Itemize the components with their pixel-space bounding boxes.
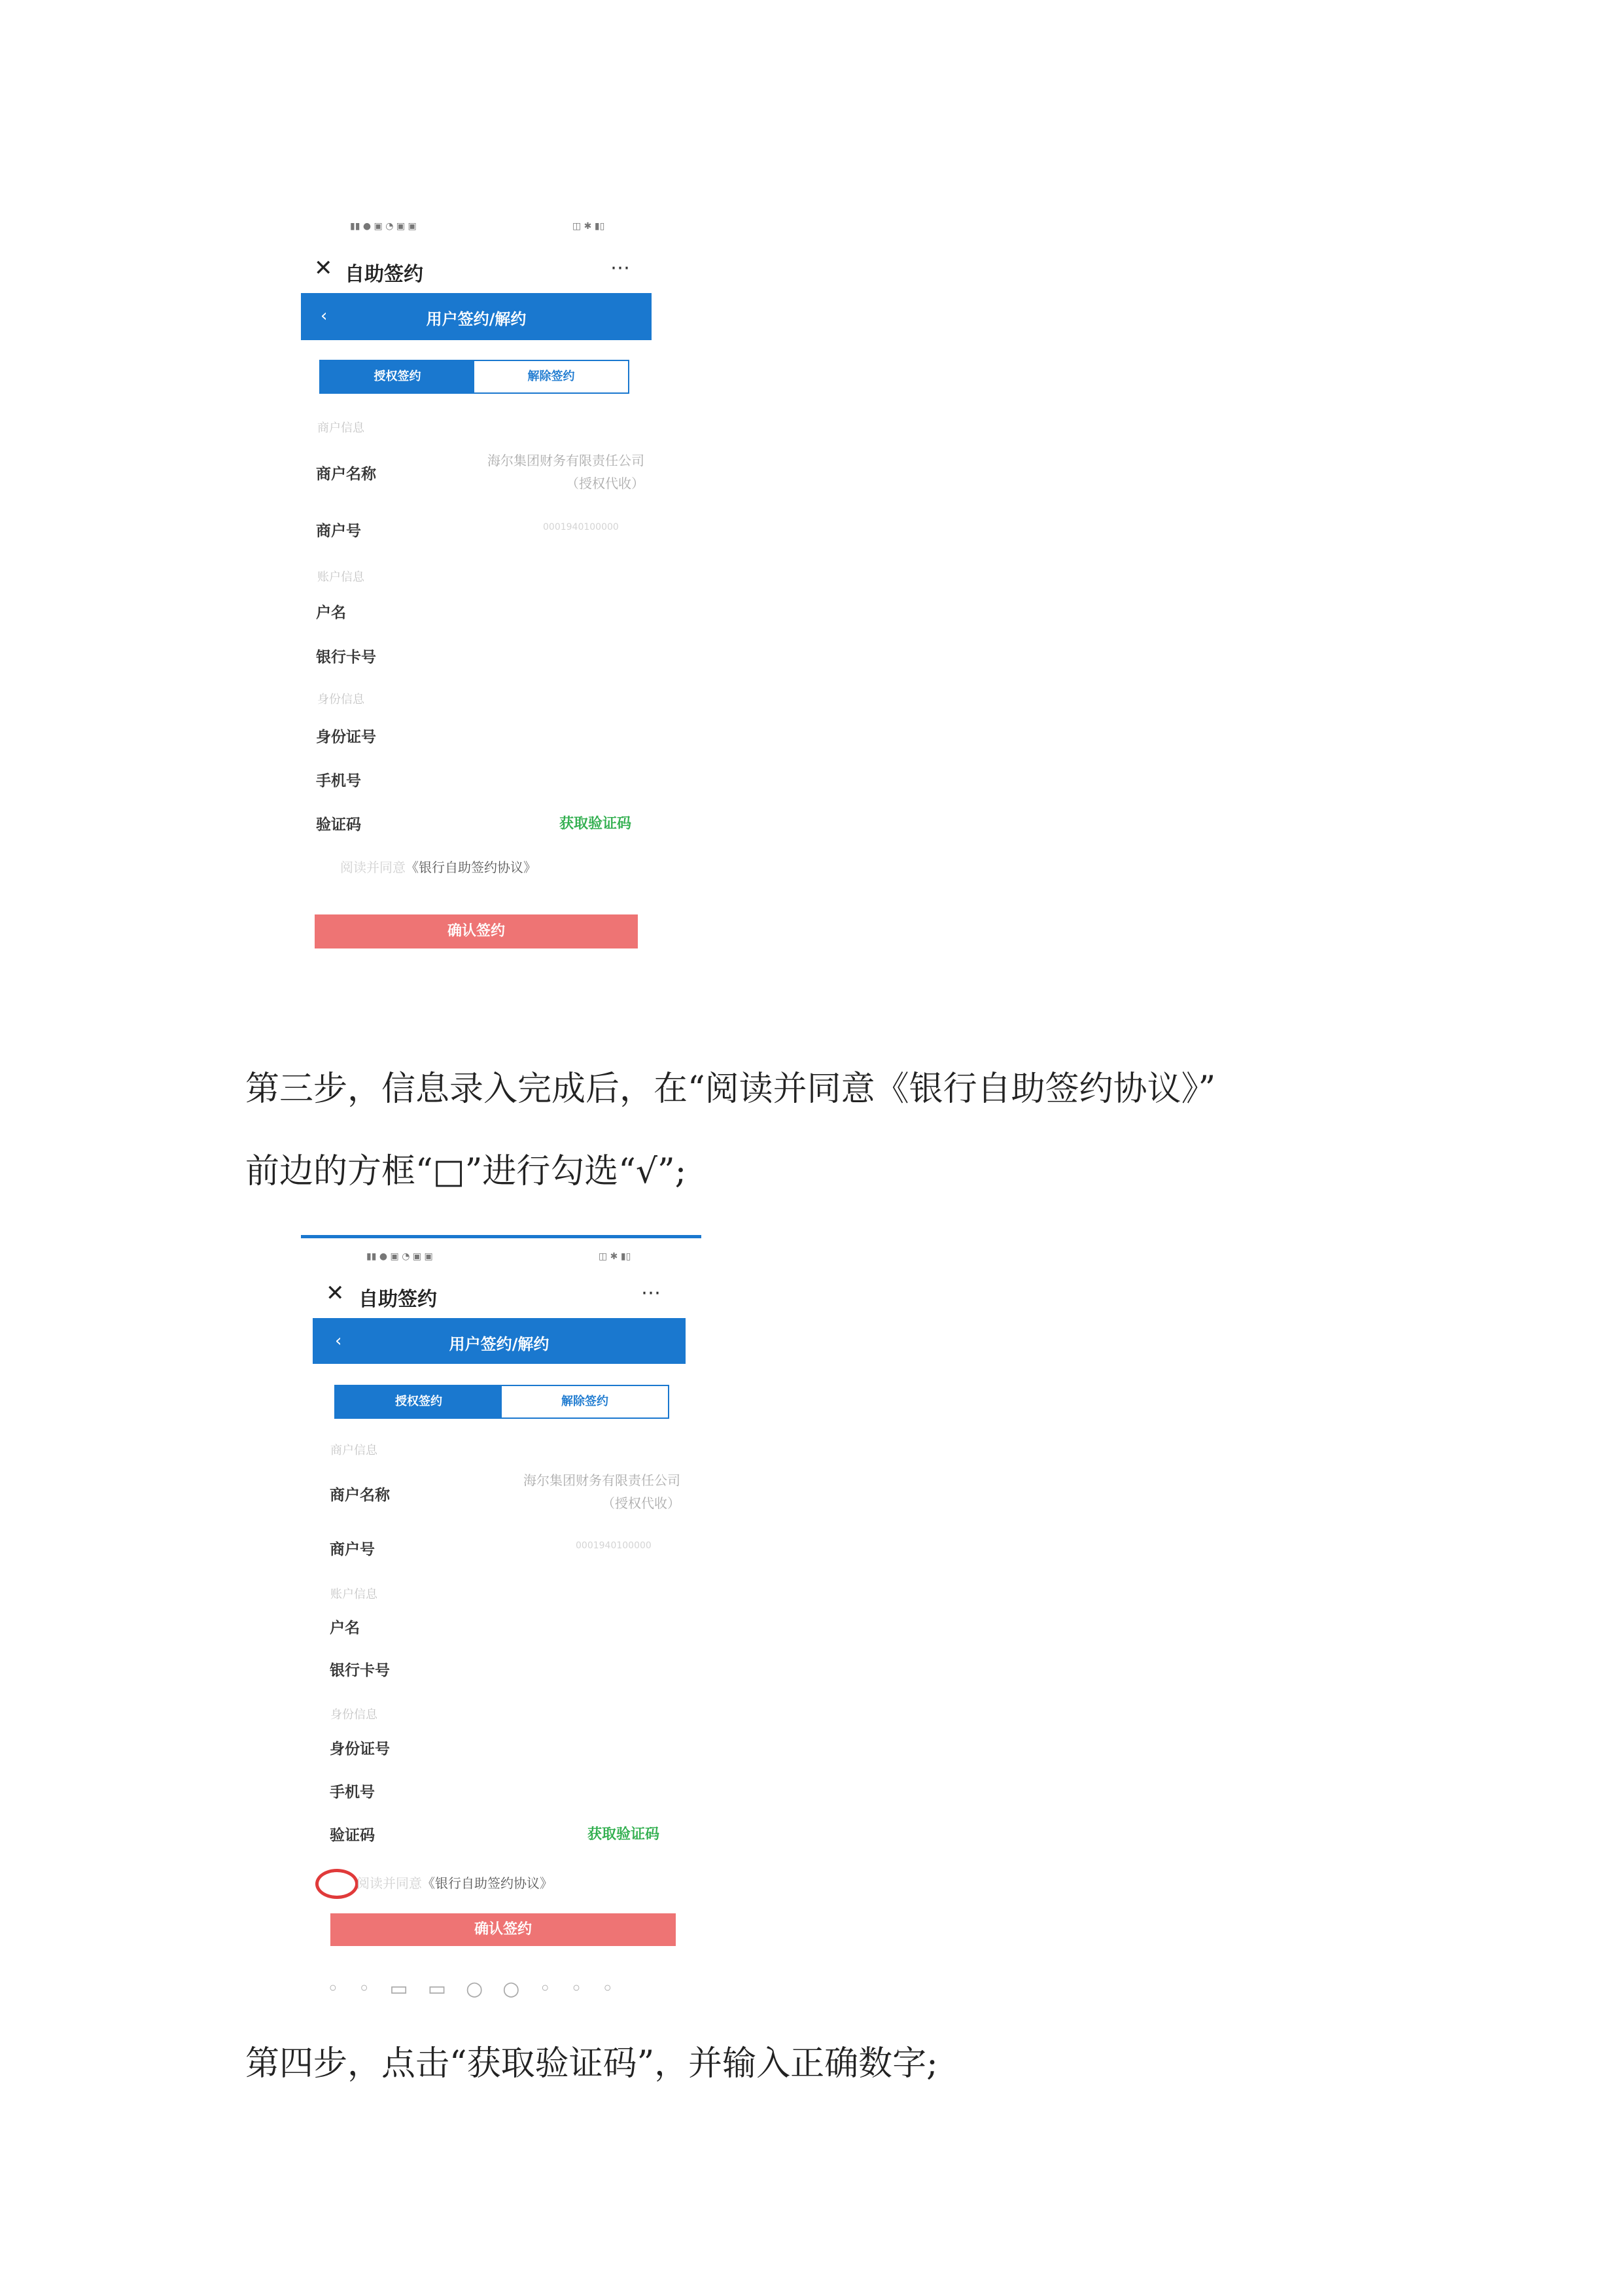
nav-title: 用户签约/解约 — [449, 1335, 550, 1353]
screenshot-2 — [307, 1240, 700, 2008]
step4-line: 第四步，点击“获取验证码”，并输入正确数字; — [245, 2044, 938, 2083]
checkbox-highlight-circle[interactable] — [315, 1869, 358, 1899]
tab-switch — [334, 1385, 669, 1419]
confirm-button[interactable]: 确认签约 — [330, 1913, 676, 1946]
tab-terminate[interactable]: 解除签约 — [527, 370, 575, 383]
phone-label: 手机号 — [330, 1784, 375, 1801]
step3-line2: 前边的方框“□”进行勾选“√”; — [245, 1152, 687, 1191]
close-icon[interactable]: ✕ — [326, 1280, 345, 1306]
section-account: 账户信息 — [317, 570, 364, 584]
bank-card-label: 银行卡号 — [316, 649, 376, 666]
merchant-name-label: 商户名称 — [330, 1487, 390, 1504]
status-bar-right: ◫ ✱ ▮▯ — [599, 1251, 631, 1262]
back-icon[interactable]: ‹ — [335, 1331, 342, 1351]
tab-switch — [319, 360, 629, 394]
more-icon[interactable]: ⋯ — [610, 256, 631, 279]
bank-card-label: 银行卡号 — [330, 1662, 390, 1679]
merchant-no-label: 商户号 — [316, 523, 361, 540]
nav-bar — [313, 1318, 686, 1364]
screenshot-1 — [298, 209, 664, 955]
merchant-name-value: 海尔集团财务有限责任公司 （授权代收） — [523, 1472, 680, 1511]
phone-label: 手机号 — [316, 773, 361, 790]
agreement-line[interactable]: 阅读并同意《银行自助签约协议》 — [340, 860, 536, 875]
code-label: 验证码 — [330, 1827, 375, 1844]
merchant-name-label: 商户名称 — [316, 466, 376, 483]
more-icon[interactable]: ⋯ — [641, 1281, 662, 1304]
tab-authorize[interactable]: 授权签约 — [321, 361, 474, 392]
bottom-nav-partial: ◦◦▭▭○○◦◦◦ — [327, 1977, 633, 2000]
get-code-button[interactable]: 获取验证码 — [587, 1826, 660, 1843]
status-bar-right: ◫ ✱ ▮▯ — [572, 221, 605, 232]
section-account: 账户信息 — [330, 1588, 377, 1601]
status-bar: ▮▮ ● ▣ ◔ ▣ ▣ — [350, 221, 417, 232]
tab-authorize[interactable]: 授权签约 — [336, 1386, 502, 1418]
agreement-line[interactable]: 阅读并同意《银行自助签约协议》 — [357, 1875, 553, 1891]
account-name-label: 户名 — [330, 1620, 360, 1637]
section-merchant: 商户信息 — [317, 421, 364, 435]
merchant-no-value: 0001940100000 — [576, 1540, 652, 1551]
tab-terminate[interactable]: 解除签约 — [561, 1395, 608, 1408]
app-title: 自助签约 — [345, 263, 423, 286]
get-code-button[interactable]: 获取验证码 — [559, 816, 632, 832]
id-no-label: 身份证号 — [330, 1741, 390, 1758]
nav-bar — [301, 293, 652, 340]
section-merchant: 商户信息 — [330, 1444, 377, 1457]
app-title: 自助签约 — [358, 1288, 437, 1311]
close-icon[interactable]: ✕ — [314, 255, 333, 281]
merchant-no-label: 商户号 — [330, 1541, 375, 1558]
screenshot-2-top-border — [301, 1235, 701, 1238]
section-identity: 身份信息 — [330, 1708, 377, 1722]
confirm-button[interactable]: 确认签约 — [315, 914, 638, 948]
merchant-no-value: 0001940100000 — [543, 522, 619, 532]
code-label: 验证码 — [316, 816, 361, 833]
merchant-name-value: 海尔集团财务有限责任公司 （授权代收） — [487, 453, 644, 491]
status-bar: ▮▮ ● ▣ ◔ ▣ ▣ — [366, 1251, 433, 1262]
step3-line1: 第三步，信息录入完成后，在“阅读并同意《银行自助签约协议》” — [245, 1070, 1216, 1109]
id-no-label: 身份证号 — [316, 729, 376, 746]
account-name-label: 户名 — [316, 604, 346, 621]
section-identity: 身份信息 — [317, 693, 364, 706]
back-icon[interactable]: ‹ — [321, 306, 328, 326]
nav-title: 用户签约/解约 — [426, 310, 527, 328]
